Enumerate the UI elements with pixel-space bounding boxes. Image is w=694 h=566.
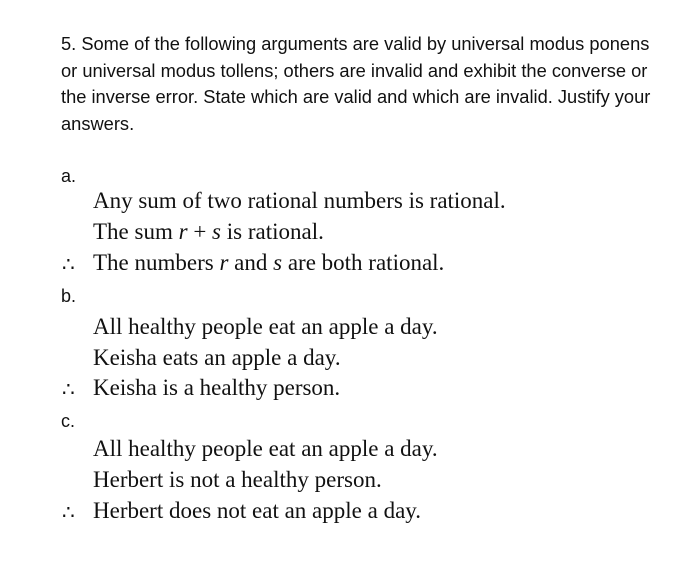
text-segment: The numbers [93, 250, 220, 275]
part-b-conclusion: Keisha is a healthy person. [93, 375, 341, 400]
variable-r: r [219, 250, 229, 275]
part-a-premise-1: Any sum of two rational numbers is rational. [93, 188, 506, 213]
text-segment: are both rational. [282, 250, 445, 275]
text-segment: The sum [93, 219, 179, 244]
part-a-label: a. [61, 166, 77, 186]
part-c-premise-2: Herbert is not a healthy person. [93, 467, 382, 492]
therefore-symbol: ∴ [62, 252, 75, 276]
part-a-premise-2 [93, 219, 324, 245]
text-segment: and [228, 250, 274, 275]
part-b-label: b. [61, 286, 77, 306]
therefore-symbol: ∴ [62, 500, 75, 524]
part-c-conclusion: Herbert does not eat an apple a day. [93, 498, 422, 523]
question-text: 5. Some of the following arguments are valid by universal modus ponens or universal modus tollens; others are invalid and exhibit the converse or the inverse error. State which are valid and which are invalid. Justify your answers. [61, 33, 651, 134]
part-c-premise-1: All healthy people eat an apple a day. [93, 436, 438, 461]
variable-r: r [178, 219, 188, 244]
therefore-symbol: ∴ [62, 377, 75, 401]
part-b-premise-2: Keisha eats an apple a day. [93, 345, 341, 370]
part-b-premise-1: All healthy people eat an apple a day. [93, 314, 438, 339]
text-segment: is rational. [221, 219, 324, 244]
plus-operator: + [187, 219, 213, 244]
variable-s: s [212, 219, 221, 244]
part-a-conclusion [93, 250, 444, 276]
variable-s: s [273, 250, 283, 275]
part-c-label: c. [61, 411, 76, 431]
